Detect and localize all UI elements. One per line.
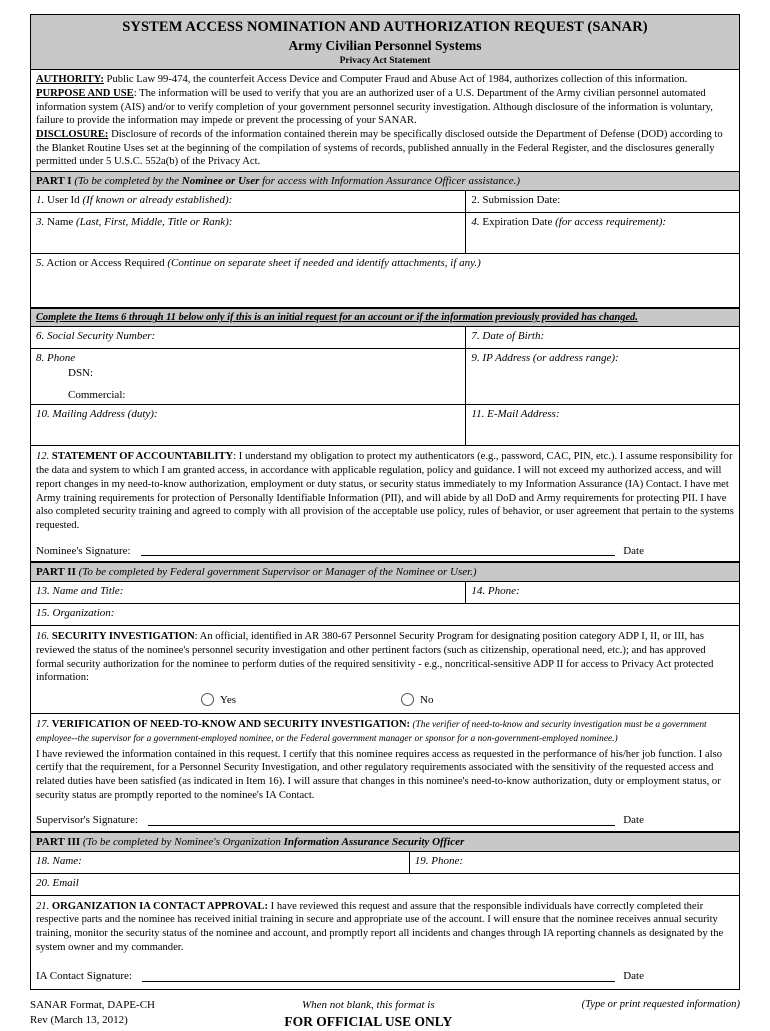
field5-text: Action or Access Required: [44, 257, 168, 270]
authority-text: Public Law 99-474, the counterfeit Access Device and Computer Fraud and Abuse Act of 1984, authorizes collection of this information.: [103, 74, 688, 85]
part1-instruction-post: for access with Information Assurance Officer assistance.): [259, 175, 521, 188]
item10-text: Mailing Address (duty):: [49, 408, 158, 421]
item12-heading: STATEMENT OF ACCOUNTABILITY: [49, 451, 234, 463]
field5-number: 5.: [36, 257, 45, 270]
field-organization[interactable]: [31, 604, 739, 625]
radio-no-icon[interactable]: [401, 693, 414, 706]
part3-instruction-bold: Information Assurance Security Officer: [283, 835, 465, 848]
field-name[interactable]: [31, 213, 466, 253]
item14-text: Phone:: [485, 585, 520, 597]
field-supervisor-name-title[interactable]: [31, 582, 466, 603]
supervisor-signature-label: Supervisor's Signature:: [36, 814, 138, 827]
row-action-access: [31, 254, 739, 308]
ia-contact-signature-label: IA Contact Signature:: [36, 970, 132, 983]
field-user-id[interactable]: [31, 191, 466, 212]
form-footer: [30, 998, 740, 1031]
radio-no-label: No: [420, 693, 434, 706]
radio-option-yes[interactable]: [201, 693, 236, 706]
item21-number: 21.: [36, 900, 50, 912]
radio-yes-icon[interactable]: [201, 693, 214, 706]
footer-format: SANAR Format, DAPE-CH: [30, 998, 155, 1011]
ia-contact-signature-row: [36, 955, 734, 986]
privacy-act-heading: Privacy Act Statement: [339, 56, 431, 66]
item6-label: 6. Social Security Number:: [36, 330, 156, 343]
field3-italic: (Last, First, Middle, Title or Rank):: [76, 216, 233, 229]
supervisor-date-label: Date: [623, 814, 644, 827]
field3-text: Name: [44, 216, 77, 229]
item19-number: 19.: [414, 854, 429, 867]
field-supervisor-phone[interactable]: [466, 582, 739, 603]
item10-number: 10.: [36, 408, 50, 421]
disclosure-label: DISCLOSURE:: [36, 129, 109, 141]
item8-commercial-label: Commercial:: [68, 389, 126, 402]
field-phone-commercial[interactable]: [36, 389, 460, 401]
page-subtitle: Army Civilian Personnel Systems: [288, 38, 482, 53]
security-investigation-radios: [31, 687, 739, 714]
row-mailing-email: [31, 405, 739, 446]
nominee-signature-field[interactable]: [141, 543, 616, 556]
item17-italic-note: (The verifier of need-to-know and security investigation must be a government employee--the supervisor for a government-employed nominee, or the Federal government manager or sponsor for a non-government-employed nominee.): [36, 720, 707, 744]
part3-bar: [31, 832, 739, 852]
item18-text: Name:: [49, 854, 82, 867]
field4-text: Expiration Date: [479, 216, 556, 229]
part1-bar: [31, 171, 739, 191]
field3-number: 3.: [36, 216, 45, 229]
field-ip-address[interactable]: [466, 349, 739, 404]
field-phone-dsn[interactable]: [36, 367, 460, 379]
item16-text: : An official, identified in AR 380-67 Personnel Security Program for designating position category ADP I, II, or III, has reviewed the status of the nominee's personnel security investigation and other pertinent factors (such as citizenship, operational need, etc.); and has approved formal security authorization for the nominee to perform duties of the required sensitivity - e.g., noncritical-sensitive ADP II for access to Privacy Act protected information:: [36, 631, 714, 684]
field-expiration-date[interactable]: [466, 213, 739, 253]
purpose-label: PURPOSE AND USE: [36, 88, 134, 100]
field-iaso-phone[interactable]: [410, 852, 739, 873]
field1-number: 1.: [36, 194, 45, 207]
item11-number: 11.: [471, 408, 485, 421]
field4-italic: (for access requirement):: [555, 216, 667, 229]
footer-left: [30, 998, 155, 1028]
field1-italic: (If known or already established):: [82, 194, 233, 207]
item14-number: 14.: [471, 585, 486, 597]
sanar-form: [30, 14, 740, 990]
field-date-of-birth[interactable]: [466, 327, 739, 348]
footer-center: [284, 998, 452, 1031]
nominee-date-label: Date: [623, 544, 644, 557]
field-mailing-address[interactable]: [31, 405, 466, 445]
disclosure-text: Disclosure of records of the information contained therein may be specifically disclosed outside the Department of Defense (DOD) according to the Blanket Routine Uses set at the beginning of the compilation of systems of records, published annually in the Federal Register, and the disclosures generally permitted under 5 U.S.C. 552a(b) of the Privacy Act.: [36, 129, 723, 168]
item16-heading: SECURITY INVESTIGATION: [49, 631, 195, 642]
field-phone[interactable]: [31, 349, 466, 404]
statement-of-accountability: [31, 446, 739, 562]
item16-number: 16.: [36, 631, 50, 642]
item19-text: Phone:: [428, 854, 464, 867]
row-ssn-dob: [31, 327, 739, 349]
footer-revision: Rev (March 13, 2012): [30, 1013, 128, 1026]
supervisor-signature-row: [36, 803, 734, 828]
item15-number: 15.: [36, 607, 50, 619]
row-iaso-email: [31, 874, 739, 896]
row-name-expiration: [31, 213, 739, 254]
nominee-signature-row: [36, 533, 734, 558]
field-email[interactable]: [466, 405, 739, 445]
item11-text: E-Mail Address:: [484, 408, 560, 421]
item20-number: 20.: [36, 876, 50, 889]
ia-contact-date-label: Date: [623, 970, 644, 983]
item9-label: 9. IP Address (or address range):: [471, 352, 619, 365]
field1-text: User Id: [44, 194, 83, 207]
security-investigation-block: [31, 626, 739, 687]
field5-italic: (Continue on separate sheet if needed and identify attachments, if any.): [167, 257, 481, 270]
item17-number: 17.: [36, 719, 50, 731]
privacy-act-statement: [31, 70, 739, 171]
item18-number: 18.: [36, 854, 50, 867]
form-header: [31, 15, 739, 70]
authority-paragraph: [36, 73, 734, 86]
item13-number: 13.: [36, 585, 50, 597]
part3-instruction-pre: (To be completed by Nominee's Organization: [80, 835, 284, 848]
item12-number: 12.: [36, 451, 50, 463]
row-name-title-phone: [31, 582, 739, 604]
row-iaso-name-phone: [31, 852, 739, 874]
row-phone-ip: [31, 349, 739, 405]
radio-yes-label: Yes: [220, 693, 237, 706]
authority-label: AUTHORITY:: [36, 74, 104, 85]
field-iaso-name[interactable]: [31, 852, 410, 873]
item17-text: I have reviewed the information contained in this request. I certify that this nominee requires access as requested in the performance of his/her job function. I also certify that the requirement, for a Personnel Security Investigation, and other regulatory requirements associated with the sensitivity of the requested access and related duties have been satisfied (as indicated in Item 16). I will assure that changes in this nominee's need-to-know authorization, duty or employment status, or security status are promptly reported to the nominee's IA Contact.: [36, 748, 723, 801]
nominee-signature-label: Nominee's Signature:: [36, 544, 131, 557]
ia-approval-block: [31, 896, 739, 989]
field4-number: 4.: [471, 216, 480, 229]
item7-label: 7. Date of Birth:: [471, 330, 545, 343]
item8-label: 8. Phone: [36, 352, 76, 365]
row-userid-submission: [31, 191, 739, 213]
footer-fouo: FOR OFFICIAL USE ONLY: [284, 1014, 453, 1030]
part2-instruction: (To be completed by Federal government Supervisor or Manager of the Nominee or User.): [75, 566, 477, 578]
radio-option-no[interactable]: [401, 693, 433, 706]
item17-heading: VERIFICATION OF NEED-TO-KNOW AND SECURITY INVESTIGATION:: [49, 719, 411, 731]
field2-label: 2. Submission Date:: [471, 194, 561, 207]
field-action-or-access[interactable]: [31, 254, 739, 307]
item8-dsn-label: DSN:: [68, 367, 94, 380]
ia-contact-signature-field[interactable]: [142, 969, 615, 982]
part1-instruction-pre: (To be completed by the: [71, 175, 182, 188]
item20-text: Email: [49, 876, 79, 889]
disclosure-paragraph: [36, 128, 734, 168]
part1-label: PART I: [36, 175, 72, 188]
verification-block: [31, 714, 739, 832]
field-iaso-email[interactable]: [31, 874, 739, 895]
footer-right: (Type or print requested information): [581, 998, 740, 1010]
page-title: SYSTEM ACCESS NOMINATION AND AUTHORIZATION REQUEST (SANAR): [122, 19, 648, 35]
item21-heading: ORGANIZATION IA CONTACT APPROVAL:: [49, 900, 269, 912]
field-ssn[interactable]: [31, 327, 466, 348]
part2-bar: [31, 562, 739, 582]
part2-label: PART II: [36, 566, 76, 578]
purpose-paragraph: [36, 87, 734, 127]
item15-text: Organization:: [49, 607, 115, 619]
initial-request-note: Complete the Items 6 through 11 below only if this is an initial request for an account or if the information previously provided has changed.: [31, 308, 739, 327]
row-organization: [31, 604, 739, 626]
part1-instruction-bold: Nominee or User: [181, 175, 260, 188]
supervisor-signature-field[interactable]: [148, 813, 615, 826]
purpose-text: : The information will be used to verify that you are an authorized user of a U.S. Department of the Army civilian personnel automated information system (AIS) and/or to verify completion of your government personnel security investigation. Although disclosure of the information is voluntary, failure to provide the information may impede or prevent the processing of your SANAR.: [36, 88, 713, 127]
footer-notice: When not blank, this format is: [302, 998, 435, 1011]
item12-text: : I understand my obligation to protect my authenticators (e.g., password, CAC, PIN, etc.). I assume responsibility for the data and system to which I am granted access, in accordance with applicable regulation, policy and guidance. I will not exceed my authorized access, and will report changes in my need-to-know authorization, employment or duty status, or security status immediately to my Information Assurance (IA) Contact. I have met Army training requirements for protection of Personally Identifiable Information (PII), and will abide by all DoD and Army requirements for protecting PII. I have also completed security training and agreed to comply with all provision of the acceptable use policy, rules of behavior, or user agreement that pertain to the systems requested.: [36, 451, 734, 532]
item21-text: I have reviewed this request and assure that the responsible individuals have correctly completed their respective parts and the nominee has received initial training in secure and appropriate use of the account. I will ensure that the nominee receives annual security training, monitor the security status of the nominee and account, and promptly report all incidents and changes through IA reporting channels as designated by the system owner and my commander.: [36, 900, 724, 953]
part3-label: PART III: [36, 835, 81, 848]
field-submission-date[interactable]: [466, 191, 739, 212]
item13-text: Name and Title:: [49, 585, 124, 597]
